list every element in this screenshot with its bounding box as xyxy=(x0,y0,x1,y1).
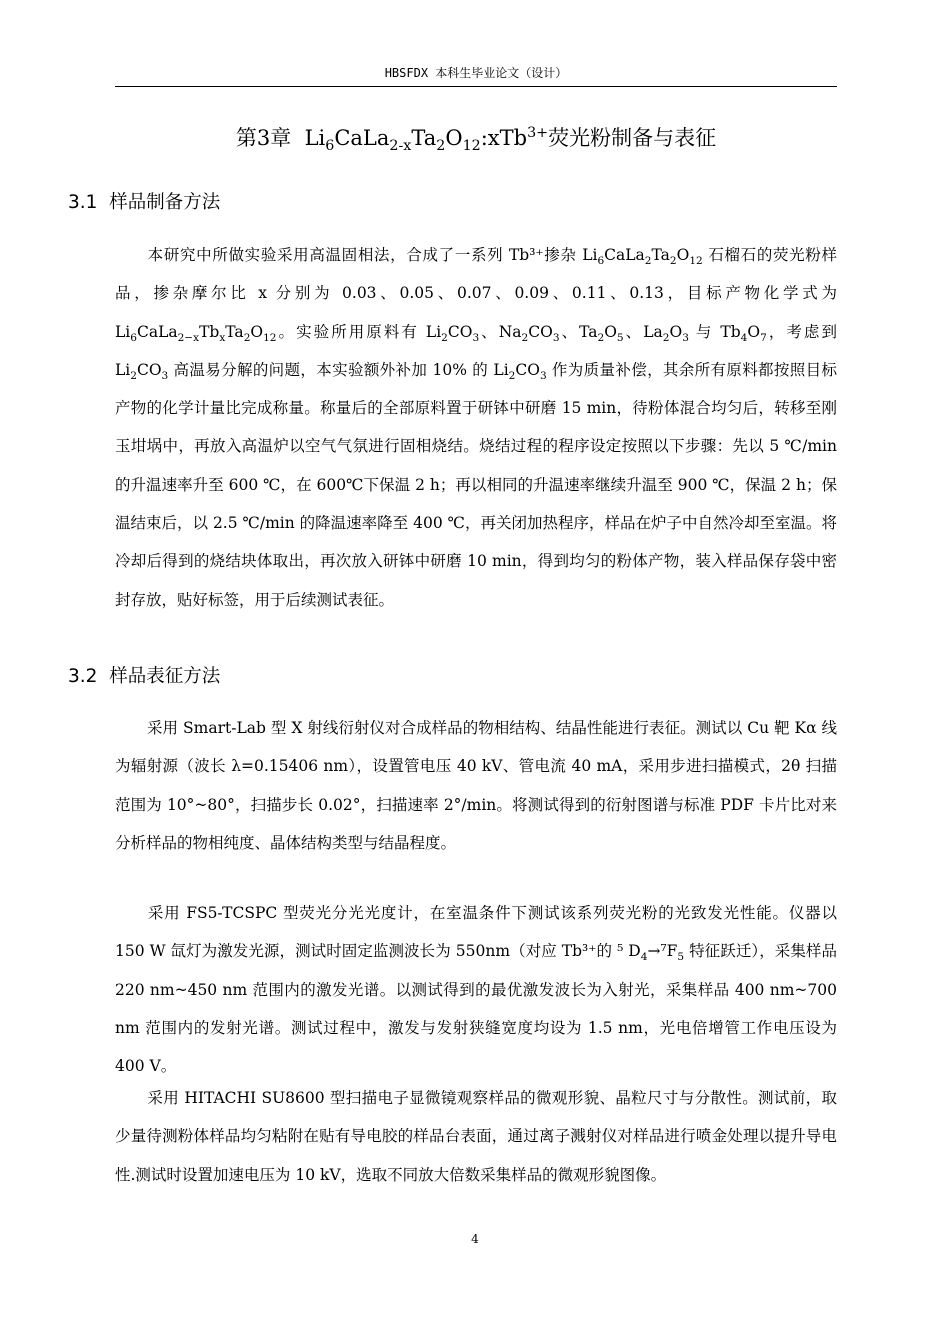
formula-tb-sup: 3+ xyxy=(527,125,549,141)
paragraph-preparation: 本研究中所做实验采用高温固相法，合成了一系列 Tb³⁺掺杂 $Li_6CaLa_2Ta_2O_{12}$ 石榴石的荧光粉样品，掺杂摩尔比 x 分别为 0.03、0.05、0.07、0.09、0.11、0.13，目标产物化学式为 $Li_6CaLa_{2-x}Tb_xTa_2O_{12}$。实验所用原料有 $Li_2CO_3$、$Na_2CO_3$、$Ta_2O_5$、$La_2O_3$ 与 $Tb_4O_7$，考虑到 $Li_2CO_3$ 高温易分解的问题，本实验额外补加 10% 的 $Li_2CO_3$ 作为质量补偿，其余所有原料都按照目标产物的化学计量比完成称量。称量后的全部原料置于研钵中研磨 15 min，待粉体混合均匀后，转移至刚玉坩埚中，再放入高温炉以空气气氛进行固相烧结。烧结过程的程序设定按照以下步骤：先以 5 ℃/min 的升温速率升至 600 ℃，在 600℃下保温 2 h；再以相同的升温速率继续升温至 900 ℃，保温 2 h；保温结束后，以 2.5 ℃/min 的降温速率降至 400 ℃，再关闭加热程序，样品在炉子中自然冷却至室温。将冷却后得到的烧结块体取出，再次放入研钵中研磨 10 min，得到均匀的粉体产物，装入样品保存袋中密封存放，贴好标签，用于后续测试表征。 xyxy=(115,246,837,609)
section-number: 3.1 xyxy=(68,192,98,213)
section-title: 样品表征方法 xyxy=(109,666,221,687)
formula-o: O xyxy=(445,126,463,150)
formula-tb: :xTb xyxy=(480,126,528,150)
chapter-prefix: 第3章 xyxy=(235,126,292,150)
section-title: 样品制备方法 xyxy=(109,192,221,213)
paragraph-photoluminescence: 采用 FS5-TCSPC 型荧光分光光度计，在室温条件下测试该系列荧光粉的光致发光性能。仪器以 150 W 氙灯为激发光源，测试时固定监测波长为 550nm（对应 Tb³⁺的 ⁵ $D_4\to^7F_5$ 特征跃迁），采集样品 220 nm~450 nm 范围内的激发光谱。以测试得到的最优激发波长为入射光，采集样品 400 nm~700 nm 范围内的发射光谱。测试过程中，激发与发射狭缝宽度均设为 1.5 nm，光电倍增管工作电压设为 400 V。 xyxy=(115,904,837,1076)
formula-ta-sub: 2 xyxy=(436,138,446,155)
formula-o-sub: 12 xyxy=(462,138,481,155)
formula-ta: Ta xyxy=(411,126,437,150)
header-text: HBSFDX 本科生毕业论文（设计） xyxy=(384,66,568,80)
page-number: 4 xyxy=(471,1232,479,1246)
section-heading-3-1 xyxy=(68,188,220,218)
page-header xyxy=(115,64,837,87)
formula-cala-sub: 2-x xyxy=(389,138,412,155)
chapter-title xyxy=(115,120,837,156)
formula-li-sub: 6 xyxy=(325,138,335,155)
chapter-suffix: 荧光粉制备与表征 xyxy=(548,126,717,150)
paragraph-sem: 采用 HITACHI SU8600 型扫描电子显微镜观察样品的微观形貌、晶粒尺寸与分散性。测试前，取少量待测粉体样品均匀粘附在贴有导电胶的样品台表面，通过离子溅射仪对样品进行喷金处理以提升导电性.测试时设置加速电压为 10 kV，选取不同放大倍数采集样品的微观形貌图像。 xyxy=(115,1089,837,1184)
section-number: 3.2 xyxy=(68,666,98,687)
formula-cala: CaLa xyxy=(334,126,390,150)
formula-li: Li xyxy=(304,126,326,150)
paragraph-xrd: 采用 Smart-Lab 型 X 射线衍射仪对合成样品的物相结构、结晶性能进行表征。测试以 Cu 靶 Kα 线为辐射源（波长 λ=0.15406 nm），设置管电压 40 kV、管电流 40 mA，采用步进扫描模式，2θ 扫描范围为 10°~80°，扫描步长 0.02°，扫描速率 2°/min。将测试得到的衍射图谱与标准 PDF 卡片比对来分析样品的物相纯度、晶体结构类型与结晶程度。 xyxy=(115,719,837,852)
section-heading-3-2 xyxy=(68,662,220,692)
